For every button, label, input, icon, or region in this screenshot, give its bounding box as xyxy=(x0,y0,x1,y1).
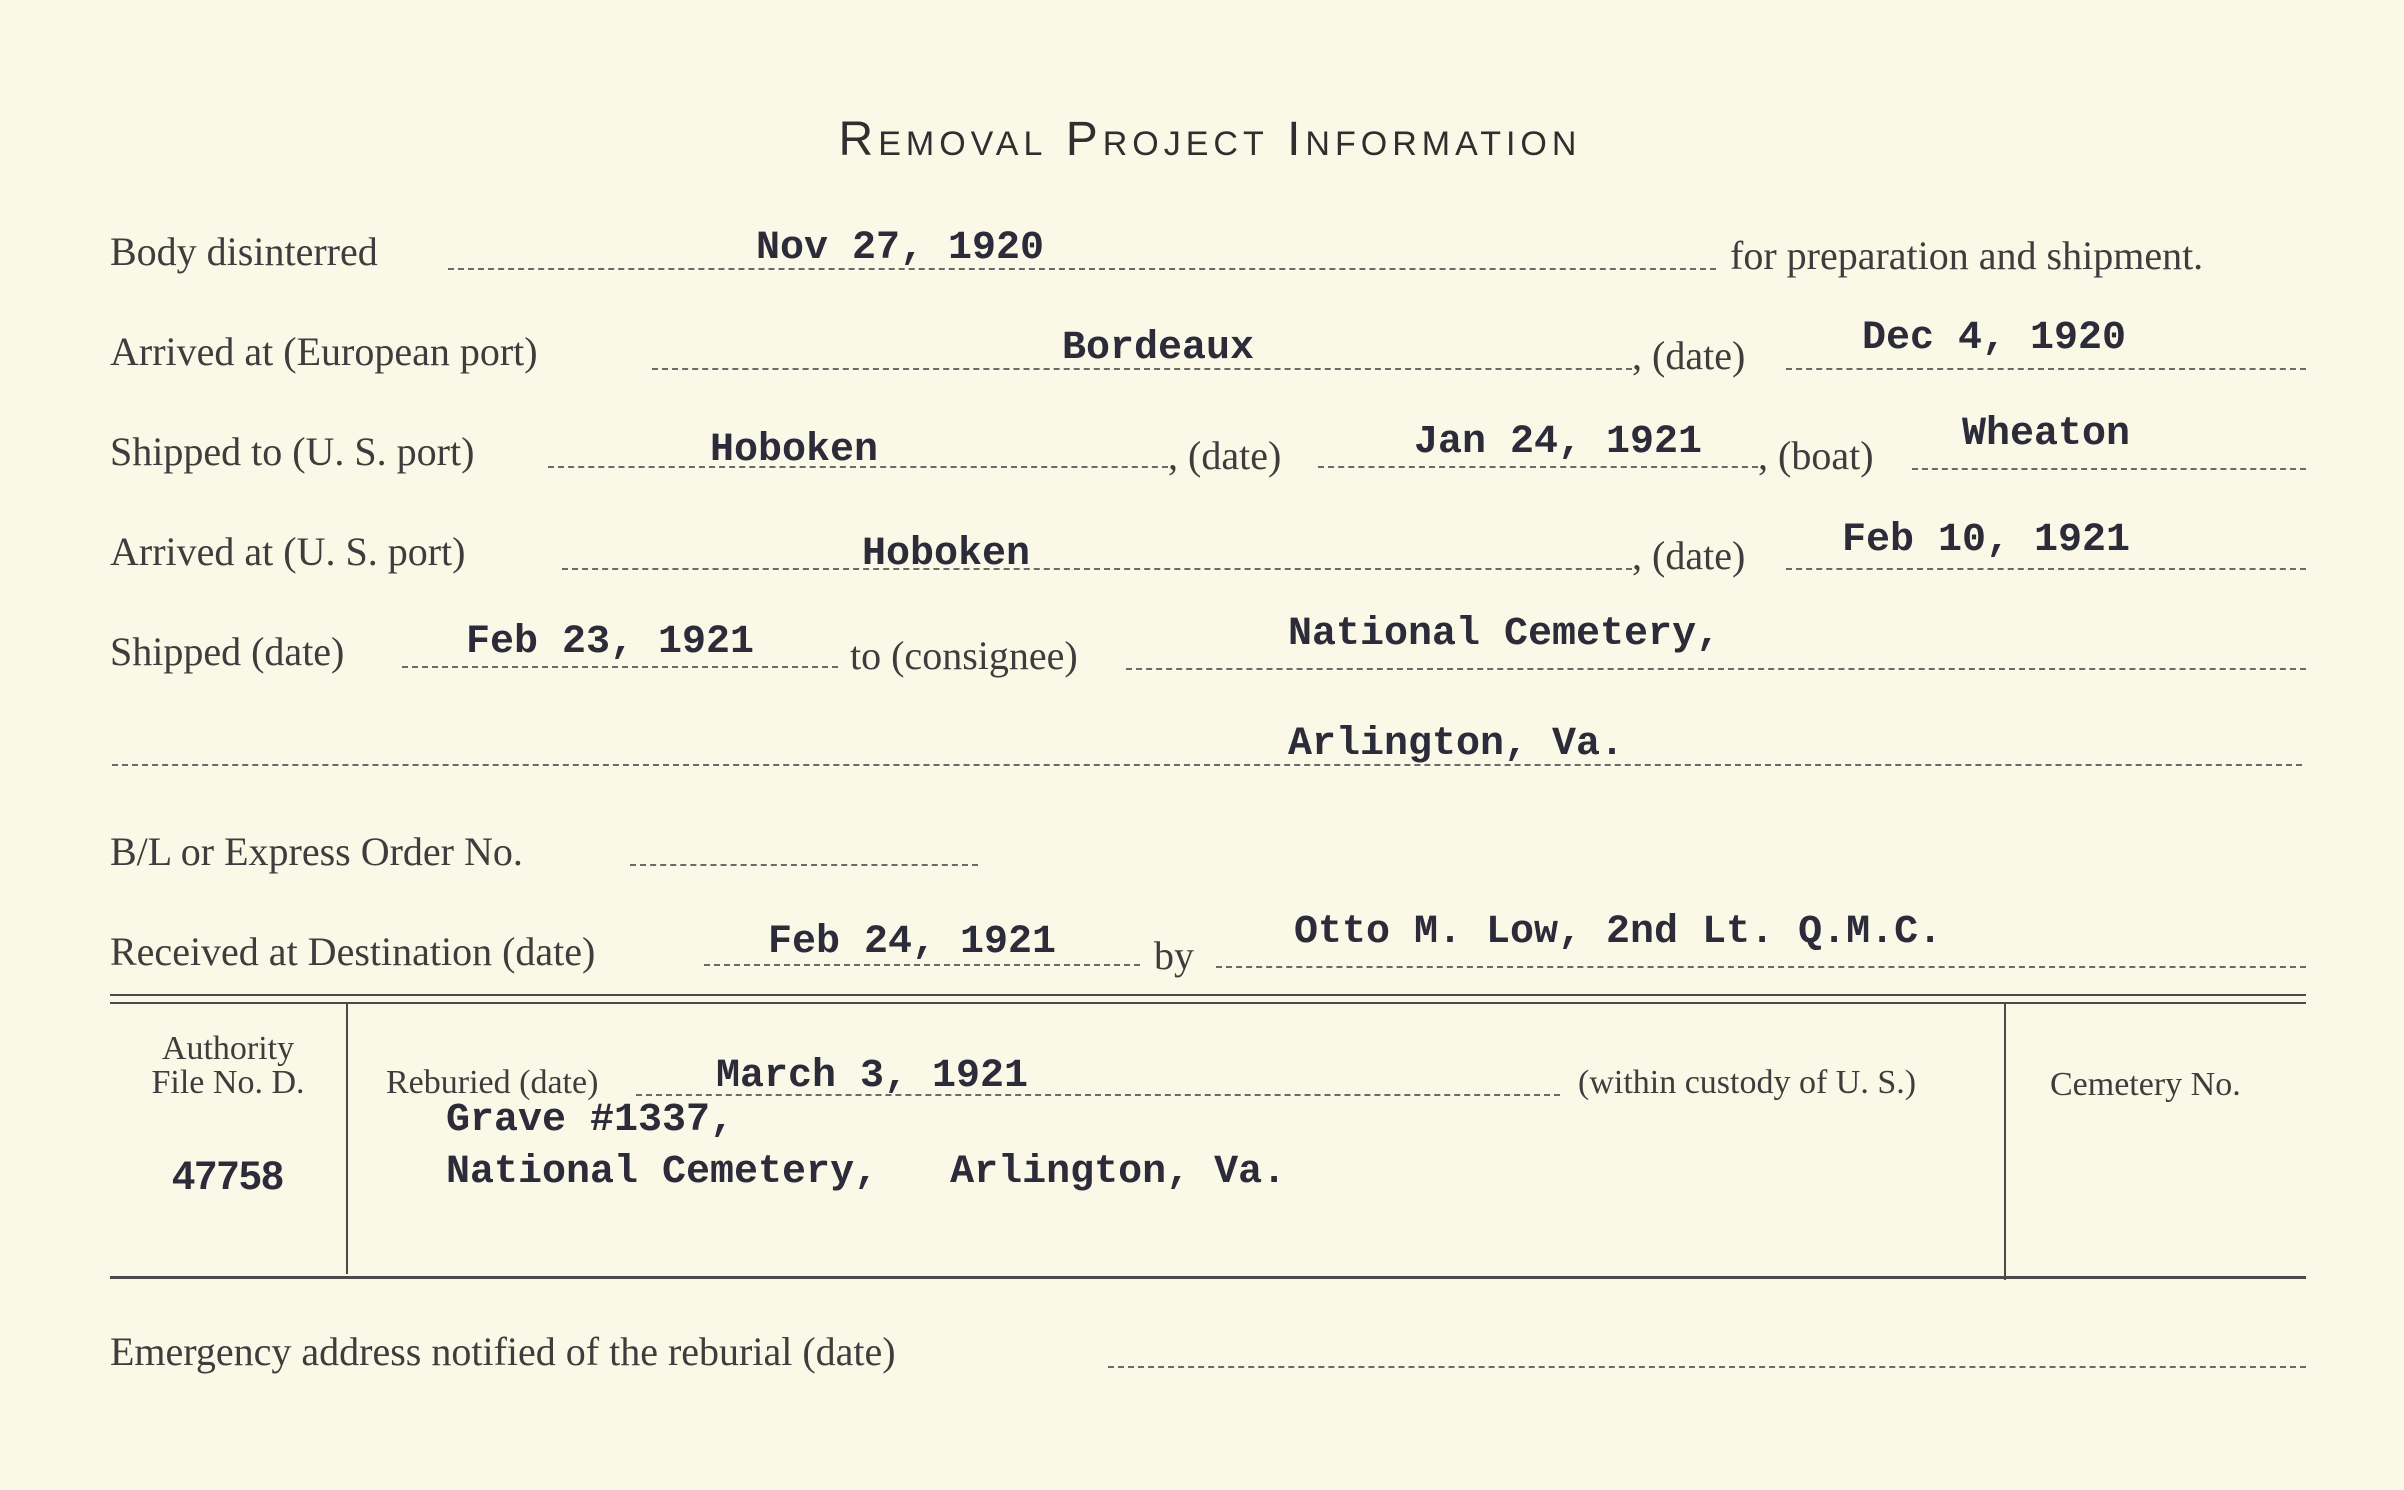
arrived-us-date: Feb 10, 1921 xyxy=(1842,518,2131,563)
disinterred-line xyxy=(448,268,1716,270)
shipped-date: Feb 23, 1921 xyxy=(466,620,755,665)
cemetery-number-label: Cemetery No. xyxy=(2050,1066,2241,1103)
arrived-eu-date-line xyxy=(1786,368,2306,370)
arrived-eu-label: Arrived at (European port) xyxy=(110,329,538,374)
received-date: Feb 24, 1921 xyxy=(768,920,1057,965)
received-by: Otto M. Low, 2nd Lt. Q.M.C. xyxy=(1294,910,1943,955)
consignee-line-2 xyxy=(112,764,2302,766)
arrived-us-port: Hoboken xyxy=(862,532,1031,577)
bl-label: B/L or Express Order No. xyxy=(110,829,523,874)
reburial-location: National Cemetery, Arlington, Va. xyxy=(446,1150,1287,1195)
consignee-location: Arlington, Va. xyxy=(1288,722,1625,767)
received-by-line xyxy=(1216,966,2306,968)
disinterred-label: Body disinterred xyxy=(110,229,378,274)
authority-label: Authority xyxy=(161,1030,295,1067)
shipped-date-line xyxy=(402,666,838,668)
consignee-line xyxy=(1126,668,2306,670)
arrived-eu-date: Dec 4, 1920 xyxy=(1862,316,2127,361)
reburied-date: March 3, 1921 xyxy=(716,1054,1029,1099)
arrived-us-date-line xyxy=(1786,568,2306,570)
page-title: Removal Project Information xyxy=(838,113,1582,166)
arrived-eu-port: Bordeaux xyxy=(1062,326,1255,371)
consignee-label: to (consignee) xyxy=(850,633,1078,678)
consignee-name: National Cemetery, xyxy=(1288,612,1721,657)
authority-file-label: File No. D. xyxy=(151,1064,305,1101)
arrived-us-label: Arrived at (U. S. port) xyxy=(110,529,466,574)
shipped-us-date-label: , (date) xyxy=(1168,433,1282,478)
box-divider-right xyxy=(2004,1004,2006,1280)
authority-file-number: 47758 xyxy=(172,1154,284,1198)
arrived-eu-date-label: , (date) xyxy=(1632,333,1746,378)
emergency-line xyxy=(1108,1366,2306,1368)
grave-number: Grave #1337, xyxy=(446,1098,735,1143)
boat-line xyxy=(1912,468,2306,470)
emergency-label: Emergency address notified of the reburial (date) xyxy=(110,1329,896,1374)
bl-line xyxy=(630,864,978,866)
shipped-us-date: Jan 24, 1921 xyxy=(1414,420,1703,465)
arrived-us-date-label: , (date) xyxy=(1632,533,1746,578)
shipped-us-label: Shipped to (U. S. port) xyxy=(110,429,475,474)
shipped-us-boat-label: , (boat) xyxy=(1758,433,1874,478)
box-divider-left xyxy=(346,1004,348,1274)
shipped-date-label: Shipped (date) xyxy=(110,629,345,674)
received-label: Received at Destination (date) xyxy=(110,929,596,974)
shipped-us-date-line xyxy=(1318,466,1758,468)
reburied-label: Reburied (date) xyxy=(386,1064,599,1101)
disinterred-date: Nov 27, 1920 xyxy=(756,226,1045,271)
box-top-rule-2 xyxy=(110,1002,2306,1004)
shipped-us-port: Hoboken xyxy=(710,428,879,473)
boat-name: Wheaton xyxy=(1962,412,2131,457)
arrived-us-line xyxy=(562,568,1632,570)
disinterred-suffix: for preparation and shipment. xyxy=(1730,233,2204,278)
box-bottom-rule xyxy=(110,1276,2306,1279)
received-by-label: by xyxy=(1154,933,1194,978)
box-top-rule xyxy=(110,994,2306,996)
custody-note: (within custody of U. S.) xyxy=(1578,1064,1917,1101)
